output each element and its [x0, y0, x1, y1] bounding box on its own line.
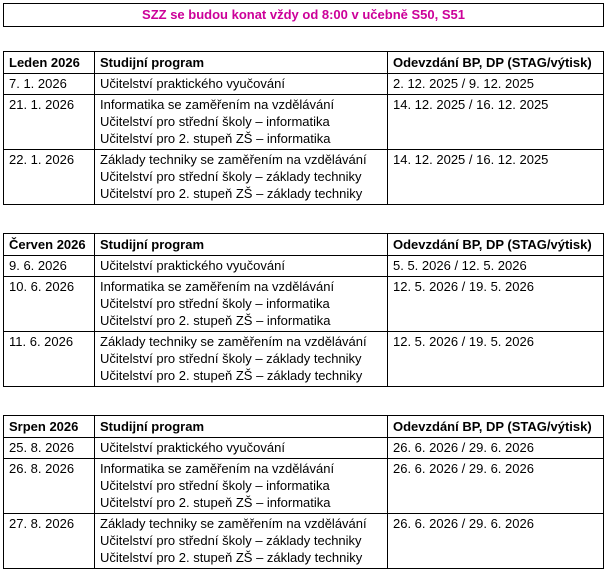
document-page — [0, 3, 607, 569]
table-body — [4, 438, 604, 569]
program-line: Učitelství praktického vyučování — [100, 76, 285, 91]
schedule-table — [3, 233, 604, 387]
program-line: Učitelství pro 2. stupeň ZŠ – informatika — [100, 495, 331, 510]
program-line: Informatika se zaměřením na vzdělávání — [100, 461, 335, 476]
program-line: Základy techniky se zaměřením na vzdělávání — [100, 152, 367, 167]
program-line: Učitelství pro 2. stupeň ZŠ – informatika — [100, 131, 331, 146]
table-row — [4, 332, 604, 387]
submission-cell: 14. 12. 2025 / 16. 12. 2025 — [388, 150, 604, 205]
date-cell: 25. 8. 2026 — [4, 438, 95, 459]
program-line: Učitelství pro 2. stupeň ZŠ – základy techniky — [100, 368, 363, 383]
program-cell — [95, 459, 388, 514]
program-line: Učitelství pro 2. stupeň ZŠ – základy techniky — [100, 186, 363, 201]
header-row — [4, 52, 604, 74]
program-line: Učitelství pro střední školy – základy techniky — [100, 351, 362, 366]
submission-cell: 12. 5. 2026 / 19. 5. 2026 — [388, 332, 604, 387]
program-cell — [95, 74, 388, 95]
submission-cell: 26. 6. 2026 / 29. 6. 2026 — [388, 514, 604, 569]
date-cell: 21. 1. 2026 — [4, 95, 95, 150]
program-line: Učitelství pro 2. stupeň ZŠ – informatika — [100, 313, 331, 328]
program-cell — [95, 256, 388, 277]
tables-container — [3, 51, 607, 569]
program-line: Učitelství pro 2. stupeň ZŠ – základy techniky — [100, 550, 363, 565]
program-line: Učitelství pro střední školy – základy techniky — [100, 533, 362, 548]
submission-cell: 2. 12. 2025 / 9. 12. 2025 — [388, 74, 604, 95]
program-line: Informatika se zaměřením na vzdělávání — [100, 279, 335, 294]
notice-text: SZZ se budou konat vždy od 8:00 v učebně S50, S51 — [142, 7, 465, 22]
table-row — [4, 95, 604, 150]
date-cell: 11. 6. 2026 — [4, 332, 95, 387]
header-row — [4, 416, 604, 438]
submission-header-cell: Odevzdání BP, DP (STAG/výtisk) — [388, 52, 604, 74]
table-row — [4, 514, 604, 569]
program-cell — [95, 277, 388, 332]
table-row — [4, 438, 604, 459]
program-line: Učitelství pro střední školy – informatika — [100, 296, 330, 311]
program-header-cell: Studijní program — [95, 416, 388, 438]
submission-cell: 5. 5. 2026 / 12. 5. 2026 — [388, 256, 604, 277]
program-line: Informatika se zaměřením na vzdělávání — [100, 97, 335, 112]
month-header-cell: Červen 2026 — [4, 234, 95, 256]
submission-header-cell: Odevzdání BP, DP (STAG/výtisk) — [388, 416, 604, 438]
submission-cell: 26. 6. 2026 / 29. 6. 2026 — [388, 459, 604, 514]
program-line: Základy techniky se zaměřením na vzdělávání — [100, 516, 367, 531]
program-cell — [95, 438, 388, 459]
program-cell — [95, 332, 388, 387]
program-line: Učitelství pro střední školy – informatika — [100, 114, 330, 129]
table-row — [4, 277, 604, 332]
submission-cell: 14. 12. 2025 / 16. 12. 2025 — [388, 95, 604, 150]
table-row — [4, 256, 604, 277]
date-cell: 27. 8. 2026 — [4, 514, 95, 569]
program-line: Učitelství praktického vyučování — [100, 440, 285, 455]
month-header-cell: Srpen 2026 — [4, 416, 95, 438]
submission-header-cell: Odevzdání BP, DP (STAG/výtisk) — [388, 234, 604, 256]
program-cell — [95, 514, 388, 569]
program-cell — [95, 95, 388, 150]
date-cell: 7. 1. 2026 — [4, 74, 95, 95]
table-body — [4, 74, 604, 205]
program-line: Základy techniky se zaměřením na vzdělávání — [100, 334, 367, 349]
program-line: Učitelství pro střední školy – základy techniky — [100, 169, 362, 184]
date-cell: 9. 6. 2026 — [4, 256, 95, 277]
table-body — [4, 256, 604, 387]
month-header-cell: Leden 2026 — [4, 52, 95, 74]
program-header-cell: Studijní program — [95, 52, 388, 74]
notice-banner — [3, 3, 604, 27]
date-cell: 26. 8. 2026 — [4, 459, 95, 514]
date-cell: 22. 1. 2026 — [4, 150, 95, 205]
program-cell — [95, 150, 388, 205]
schedule-table — [3, 415, 604, 569]
submission-cell: 26. 6. 2026 / 29. 6. 2026 — [388, 438, 604, 459]
program-line: Učitelství praktického vyučování — [100, 258, 285, 273]
date-cell: 10. 6. 2026 — [4, 277, 95, 332]
table-row — [4, 459, 604, 514]
table-row — [4, 150, 604, 205]
program-line: Učitelství pro střední školy – informatika — [100, 478, 330, 493]
table-row — [4, 74, 604, 95]
header-row — [4, 234, 604, 256]
submission-cell: 12. 5. 2026 / 19. 5. 2026 — [388, 277, 604, 332]
schedule-table — [3, 51, 604, 205]
program-header-cell: Studijní program — [95, 234, 388, 256]
